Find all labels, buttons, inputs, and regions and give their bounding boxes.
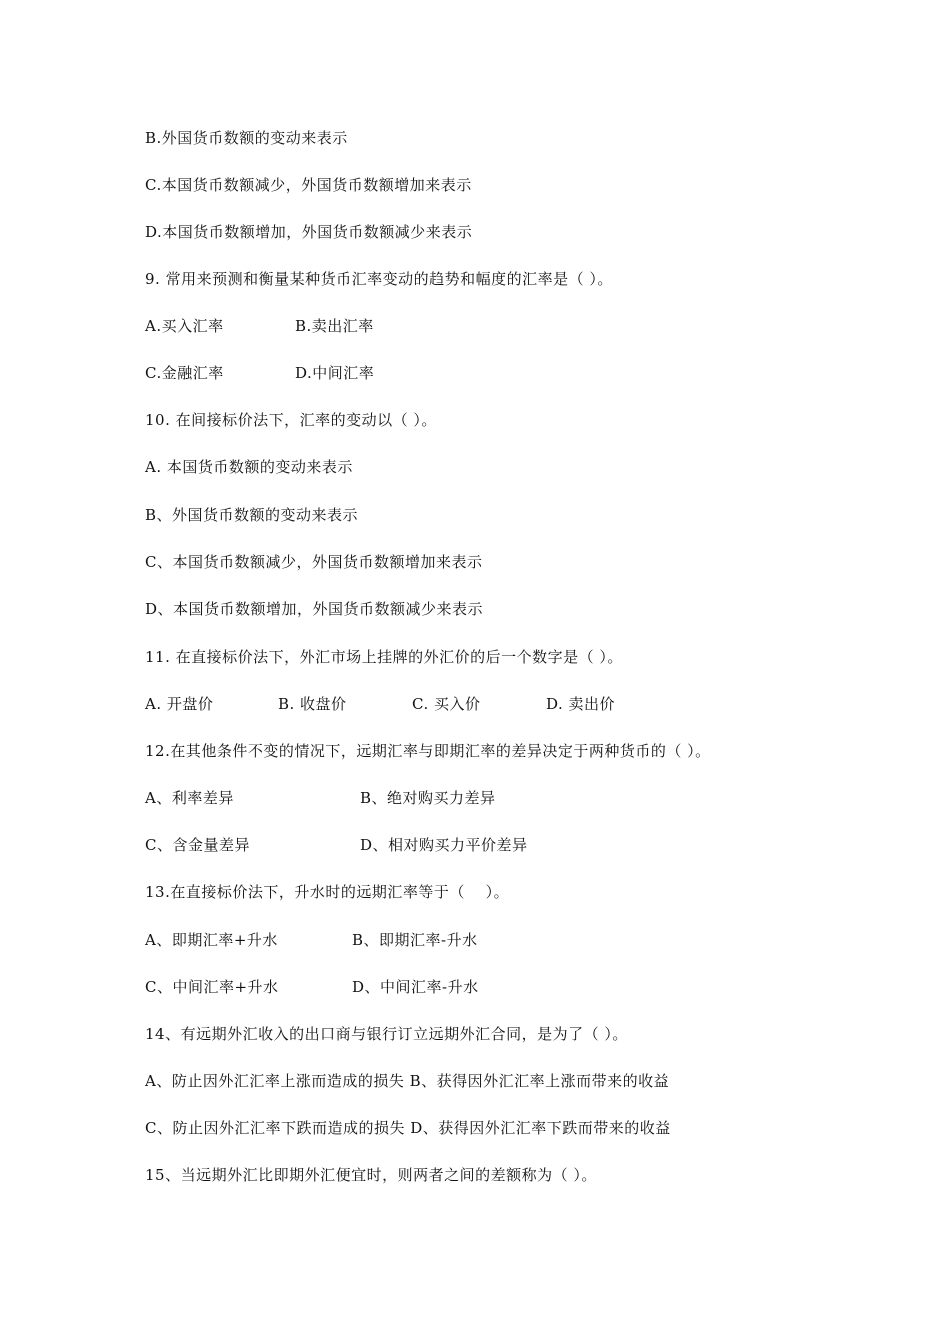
q12-option-c: C、含金量差异 <box>145 836 250 854</box>
q11-option-b: B. 收盘价 <box>278 695 347 713</box>
q11-option-d: D. 卖出价 <box>546 695 616 713</box>
q10-option-b: B、外国货币数额的变动来表示 <box>145 506 359 524</box>
q12-option-d: D、相对购买力平价差异 <box>360 836 528 854</box>
question-13: 13.在直接标价法下，升水时的远期汇率等于（ ）。 <box>145 883 510 901</box>
q13-option-a: A、即期汇率+升水 <box>145 931 278 949</box>
q11-option-c: C. 买入价 <box>412 695 481 713</box>
question-10: 10. 在间接标价法下，汇率的变动以（ ）。 <box>145 411 437 429</box>
q10-option-c: C、本国货币数额减少，外国货币数额增加来表示 <box>145 553 483 571</box>
question-15: 15、当远期外汇比即期外汇便宜时，则两者之间的差额称为（ ）。 <box>145 1166 597 1184</box>
q14-options-ab: A、防止因外汇汇率上涨而造成的损失 B、获得因外汇汇率上涨而带来的收益 <box>145 1072 670 1090</box>
q8-option-d: D.本国货币数额增加，外国货币数额减少来表示 <box>145 223 473 241</box>
q9-option-b: B.卖出汇率 <box>295 317 374 335</box>
q10-option-d: D、本国货币数额增加，外国货币数额减少来表示 <box>145 600 484 618</box>
question-14: 14、有远期外汇收入的出口商与银行订立远期外汇合同，是为了（ ）。 <box>145 1025 628 1043</box>
q10-option-a: A. 本国货币数额的变动来表示 <box>145 458 353 476</box>
q13-option-c: C、中间汇率+升水 <box>145 978 279 996</box>
q9-option-c: C.金融汇率 <box>145 364 224 382</box>
q12-option-b: B、绝对购买力差异 <box>360 789 496 807</box>
question-12: 12.在其他条件不变的情况下，远期汇率与即期汇率的差异决定于两种货币的（ ）。 <box>145 742 711 760</box>
q9-option-a: A.买入汇率 <box>145 317 224 335</box>
question-11: 11. 在直接标价法下，外汇市场上挂牌的外汇价的后一个数字是（ ）。 <box>145 648 623 666</box>
q8-option-b: B.外国货币数额的变动来表示 <box>145 129 348 147</box>
q14-options-cd: C、防止因外汇汇率下跌而造成的损失 D、获得因外汇汇率下跌而带来的收益 <box>145 1119 671 1137</box>
q8-option-c: C.本国货币数额减少，外国货币数额增加来表示 <box>145 176 472 194</box>
question-9: 9. 常用来预测和衡量某种货币汇率变动的趋势和幅度的汇率是（ ）。 <box>145 270 613 288</box>
q11-option-a: A. 开盘价 <box>145 695 214 713</box>
q9-option-d: D.中间汇率 <box>295 364 375 382</box>
q12-option-a: A、利率差异 <box>145 789 234 807</box>
q13-option-d: D、中间汇率-升水 <box>352 978 479 996</box>
q13-option-b: B、即期汇率-升水 <box>352 931 478 949</box>
